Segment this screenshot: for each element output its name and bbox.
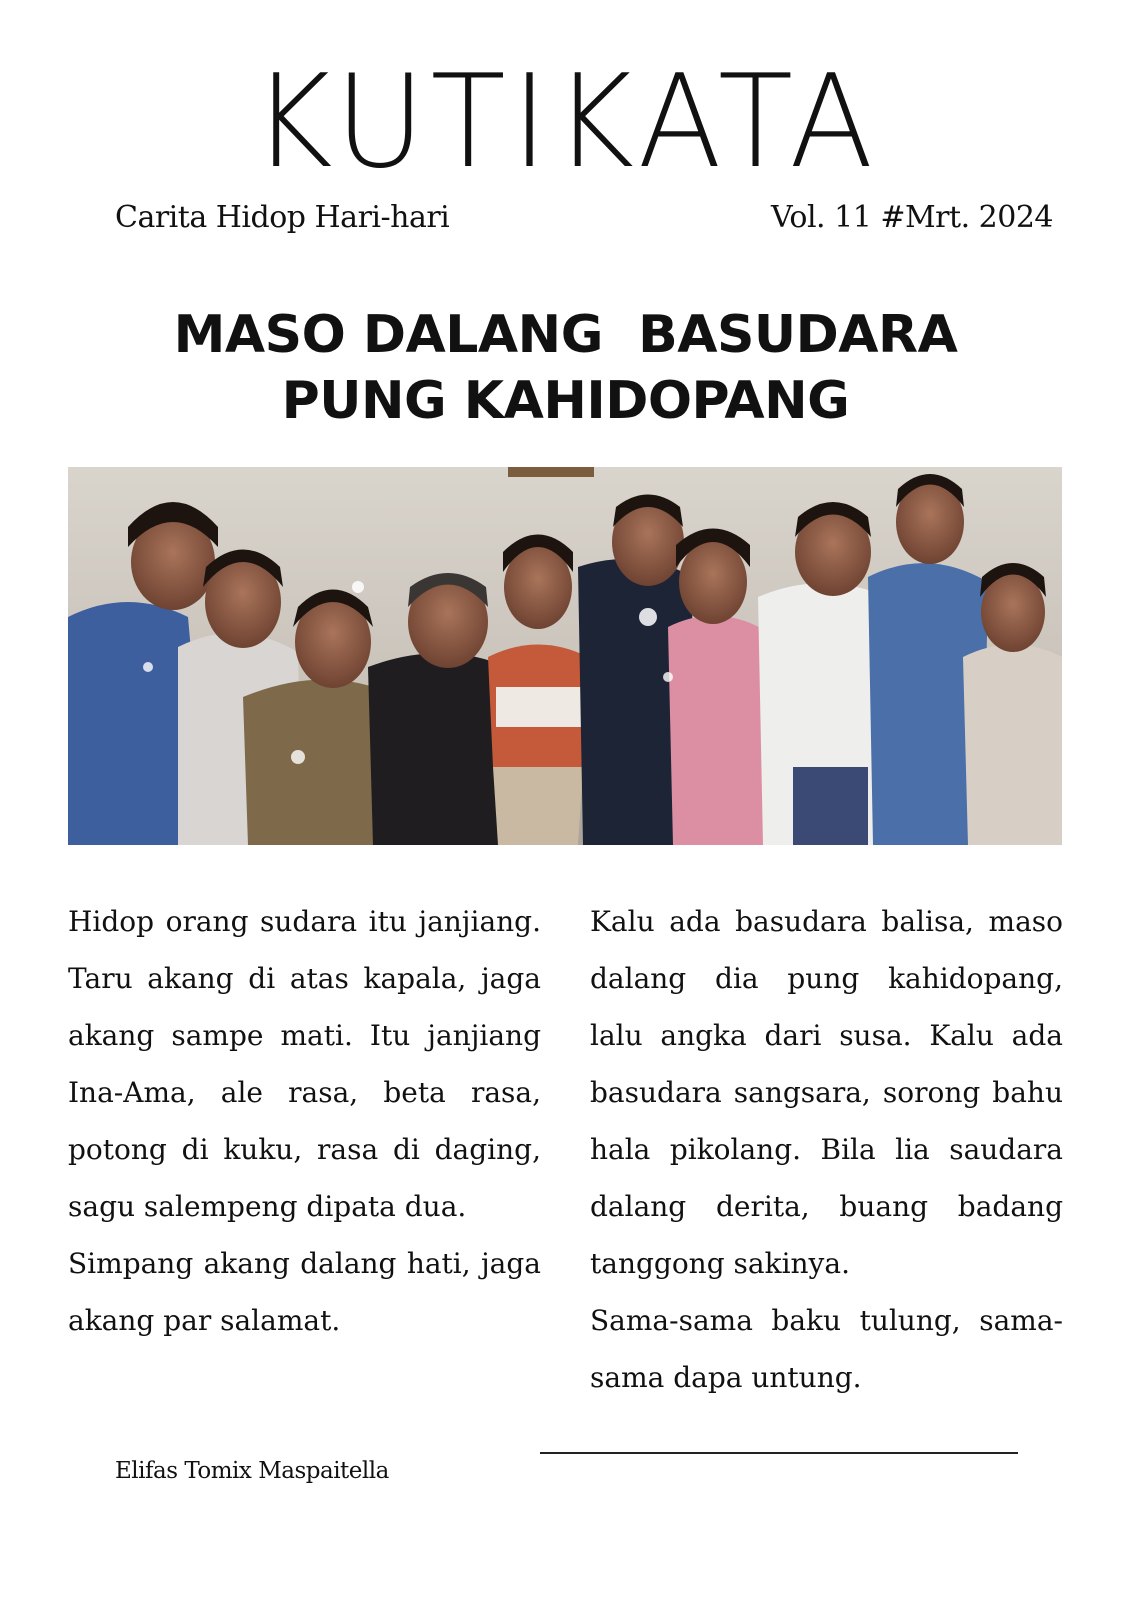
left-paragraph-1: Hidop orang sudara itu janjiang. Taru akang di atas kapala, jaga akang sampe mati. Itu janjiang Ina-Ama, ale rasa, beta rasa, potong di kuku, rasa di daging, sagu salempeng dipata dua. <box>68 905 541 1223</box>
right-paragraph-2: Sama-sama baku tulung, sama-sama dapa untung. <box>590 1304 1063 1394</box>
magazine-title: KUTIKATA <box>251 48 880 197</box>
left-paragraph-2: Simpang akang dalang hati, jaga akang par salamat. <box>68 1247 541 1337</box>
article-headline <box>0 302 1131 434</box>
headline-line-2: PUNG KAHIDOPANG <box>281 371 850 431</box>
magazine-tagline: Carita Hidop Hari-hari <box>115 200 450 235</box>
issue-label: Vol. 11 #Mrt. 2024 <box>770 200 1053 235</box>
article-left-column <box>68 893 541 1349</box>
signature-line <box>540 1452 1018 1454</box>
right-paragraph-1: Kalu ada basudara balisa, maso dalang dia pung kahidopang, lalu angka dari susa. Kalu ada basudara sangsara, sorong bahu hala pikolang. Bila lia saudara dalang derita, buang badang tanggong sakinya. <box>590 905 1063 1280</box>
author-byline: Elifas Tomix Maspaitella <box>115 1458 389 1484</box>
group-photo <box>68 467 1062 845</box>
headline-line-1: MASO DALANG BASUDARA <box>173 305 958 365</box>
article-right-column <box>590 893 1063 1406</box>
